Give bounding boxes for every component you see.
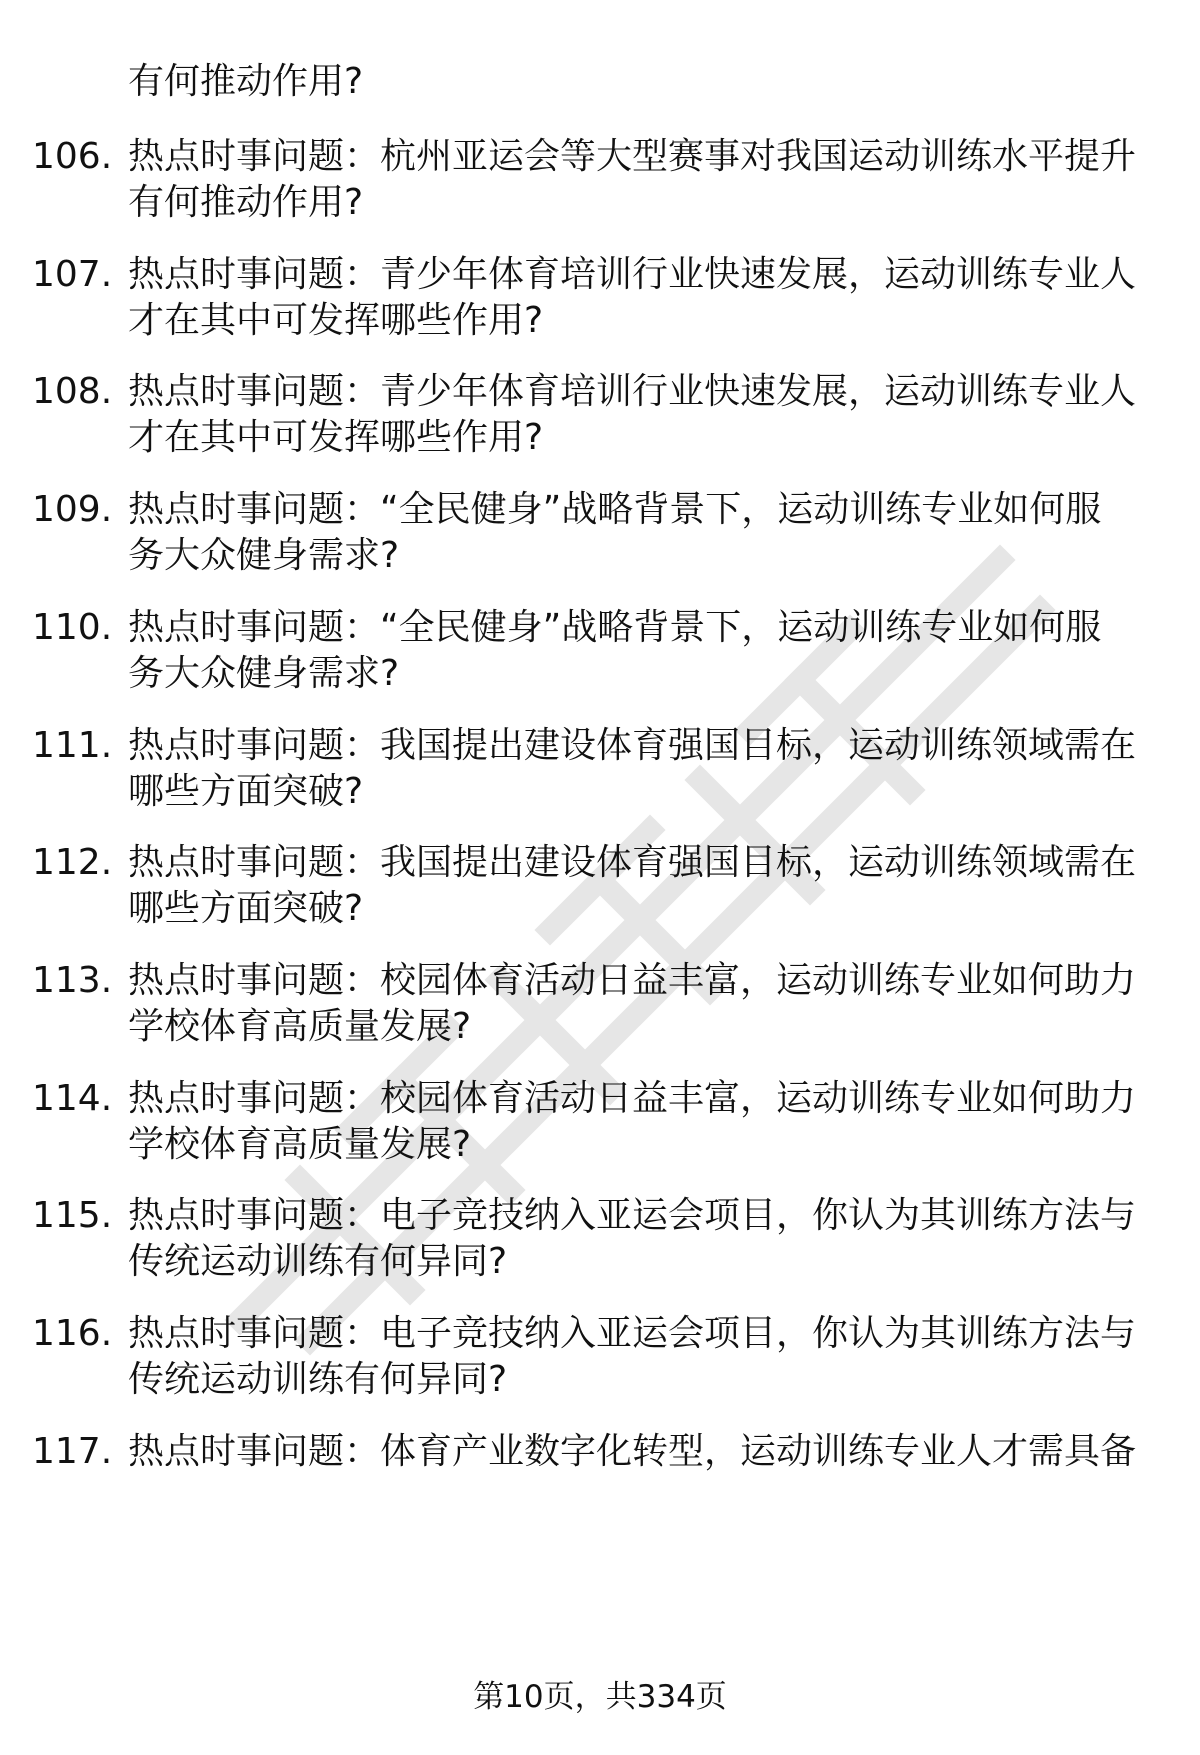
question-item: [0, 604, 1200, 714]
question-number: 113.: [32, 959, 113, 1001]
question-text-line-2: 学校体育高质量发展?: [128, 1123, 472, 1165]
question-item: [0, 1428, 1200, 1538]
question-text-line-1: 热点时事问题：“全民健身”战略背景下，运动训练专业如何服: [128, 489, 1102, 531]
question-text-line-2: 务大众健身需求?: [128, 535, 400, 577]
question-text-line-1: 热点时事问题：校园体育活动日益丰富，运动训练专业如何助力: [128, 959, 1137, 1001]
question-text-line-1: 热点时事问题：青少年体育培训行业快速发展，运动训练专业人: [128, 253, 1137, 295]
question-item: [0, 133, 1200, 243]
question-text-line-1: 热点时事问题：“全民健身”战略背景下，运动训练专业如何服: [128, 606, 1102, 648]
question-item: [0, 722, 1200, 832]
question-text-line-2: 学校体育高质量发展?: [128, 1005, 472, 1047]
question-item: [0, 957, 1200, 1067]
question-number: 108.: [32, 371, 113, 413]
question-text-line-2: 哪些方面突破?: [128, 770, 364, 812]
question-text-line-2: 哪些方面突破?: [128, 888, 364, 930]
question-text-line-1: 热点时事问题：青少年体育培训行业快速发展，运动训练专业人: [128, 371, 1137, 413]
question-text-line-2: 才在其中可发挥哪些作用?: [128, 417, 544, 459]
question-number: 112.: [32, 842, 113, 884]
question-text-line-2: 传统运动训练有何异同?: [128, 1241, 508, 1283]
question-text-line-2: 务大众健身需求?: [128, 652, 400, 694]
question-item: [0, 486, 1200, 596]
question-text-line-1: 热点时事问题：电子竞技纳入亚运会项目，你认为其训练方法与: [128, 1313, 1137, 1354]
page-footer: 第10页，共334页: [473, 1679, 727, 1715]
question-item: [0, 251, 1200, 361]
question-item: [0, 1192, 1200, 1302]
question-number: 107.: [32, 253, 113, 295]
question-number: 109.: [32, 489, 113, 531]
question-text-line-1: 热点时事问题：我国提出建设体育强国目标，运动训练领域需在: [128, 724, 1137, 766]
question-text-line-1: 热点时事问题：我国提出建设体育强国目标，运动训练领域需在: [128, 842, 1137, 884]
question-text-line-1: 热点时事问题：杭州亚运会等大型赛事对我国运动训练水平提升: [128, 136, 1137, 177]
question-item: [0, 368, 1200, 478]
question-number: 114.: [32, 1077, 113, 1119]
question-number: 111.: [32, 724, 113, 766]
question-text-line-2: 传统运动训练有何异同?: [128, 1359, 508, 1400]
question-number: 116.: [32, 1313, 113, 1354]
question-text-line-1: 热点时事问题：校园体育活动日益丰富，运动训练专业如何助力: [128, 1077, 1137, 1119]
question-text-line-2: 有何推动作用?: [128, 182, 364, 223]
question-number: 106.: [32, 136, 113, 177]
continued-question-line: 有何推动作用?: [128, 61, 364, 102]
question-text-line-1: 热点时事问题：体育产业数字化转型，运动训练专业人才需具备: [128, 1430, 1137, 1472]
question-number: 110.: [32, 606, 113, 648]
question-number: 115.: [32, 1195, 113, 1237]
question-item: [0, 1310, 1200, 1420]
question-item: [0, 839, 1200, 949]
question-text-line-2: 才在其中可发挥哪些作用?: [128, 299, 544, 341]
question-text-line-1: 热点时事问题：电子竞技纳入亚运会项目，你认为其训练方法与: [128, 1195, 1137, 1237]
question-item: [0, 1075, 1200, 1185]
question-number: 117.: [32, 1430, 113, 1472]
